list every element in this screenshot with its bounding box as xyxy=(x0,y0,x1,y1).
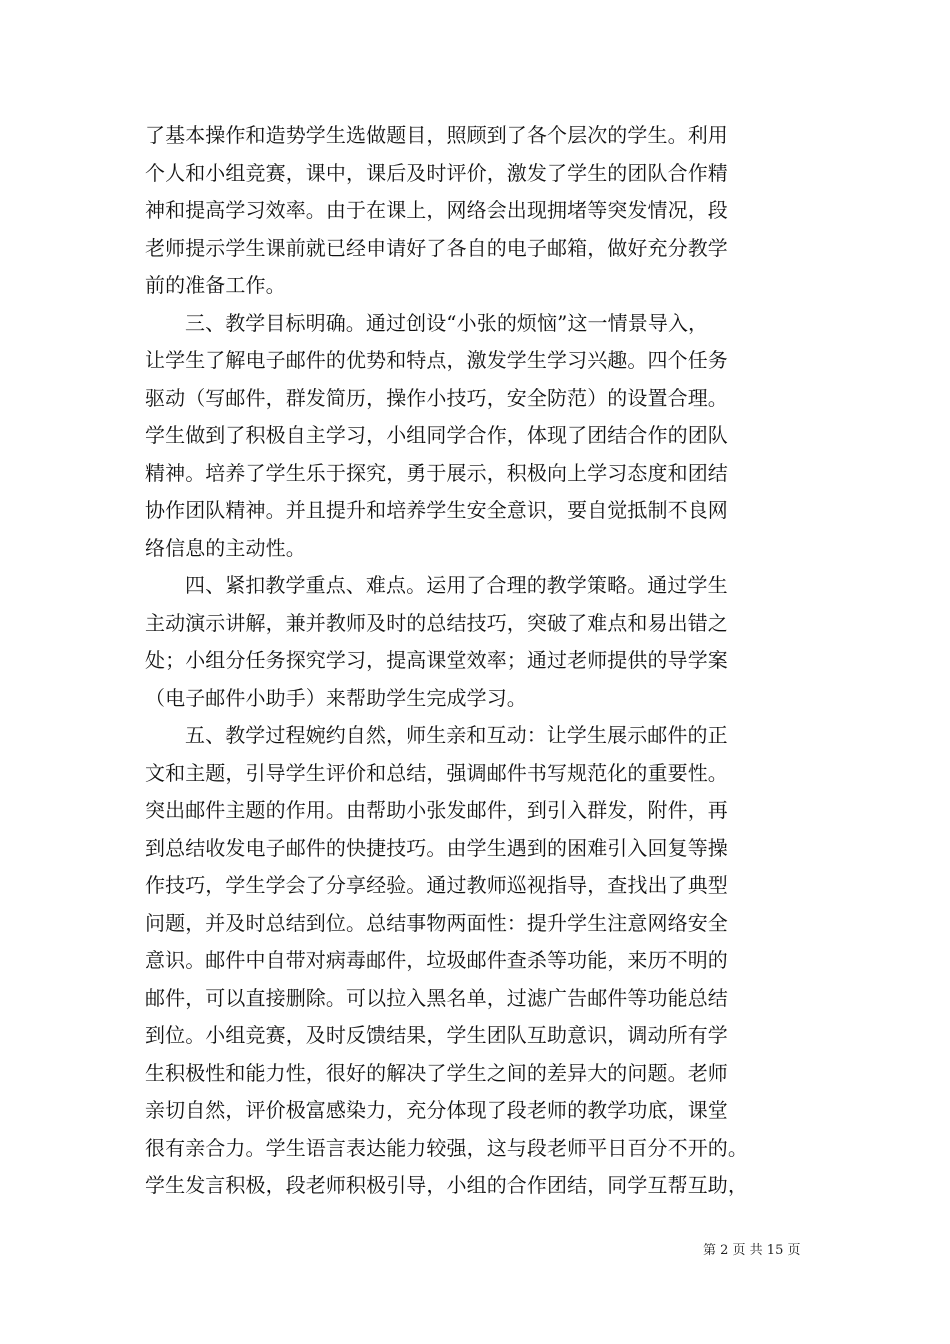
text-line: 学生做到了积极自主学习，小组同学合作，体现了团结合作的团队 xyxy=(145,423,728,447)
page-number: 第 2 页 共 15 页 xyxy=(703,1243,801,1258)
text-line: 学生发言积极，段老师积极引导，小组的合作团结，同学互帮互助， xyxy=(145,1173,748,1197)
text-line: 主动演示讲解，兼并教师及时的总结技巧，突破了难点和易出错之 xyxy=(145,610,728,635)
text-line: 突出邮件主题的作用。由帮助小张发邮件，到引入群发，附件，再 xyxy=(145,798,728,822)
body-text xyxy=(145,117,815,1205)
text-line: 协作团队精神。并且提升和培养学生安全意识，要自觉抵制不良网 xyxy=(145,498,728,522)
text-line: 驱动（写邮件，群发简历，操作小技巧，安全防范）的设置合理。 xyxy=(145,385,728,410)
text-line: 精神。培养了学生乐于探究，勇于展示，积极向上学习态度和团结 xyxy=(145,460,728,485)
text-line: 四、紧扣教学重点、难点。运用了合理的教学策略。通过学生 xyxy=(185,573,728,597)
text-line: 神和提高学习效率。由于在课上，网络会出现拥堵等突发情况，段 xyxy=(145,198,728,222)
text-line: 三、教学目标明确。通过创设“小张的烦恼”这一情景导入， xyxy=(185,310,709,335)
text-line: 个人和小组竞赛，课中，课后及时评价，激发了学生的团队合作精 xyxy=(145,160,728,185)
text-line: 问题，并及时总结到位。总结事物两面性：提升学生注意网络安全 xyxy=(145,910,728,935)
text-line: 生积极性和能力性，很好的解决了学生之间的差异大的问题。老师 xyxy=(145,1060,728,1085)
text-line: 前的准备工作。 xyxy=(145,273,286,297)
text-line: 了基本操作和造势学生选做题目，照顾到了各个层次的学生。利用 xyxy=(145,123,728,147)
text-line: 老师提示学生课前就已经申请好了各自的电子邮箱，做好充分教学 xyxy=(145,235,728,260)
text-line: 到总结收发电子邮件的快捷技巧。由学生遇到的困难引入回复等操 xyxy=(145,835,728,860)
text-line: 意识。邮件中自带对病毒邮件，垃圾邮件查杀等功能，来历不明的 xyxy=(145,948,728,972)
text-line: 作技巧，学生学会了分享经验。通过教师巡视指导，查找出了典型 xyxy=(145,873,728,897)
text-line: 邮件，可以直接删除。可以拉入黑名单，过滤广告邮件等功能总结 xyxy=(145,985,728,1010)
text-line: 亲切自然，评价极富感染力，充分体现了段老师的教学功底，课堂 xyxy=(145,1098,728,1122)
text-line: 处；小组分任务探究学习，提高课堂效率；通过老师提供的导学案 xyxy=(145,648,728,672)
text-line: 让学生了解电子邮件的优势和特点，激发学生学习兴趣。四个任务 xyxy=(145,348,728,372)
text-line: 很有亲合力。学生语言表达能力较强，这与段老师平日百分不开的。 xyxy=(145,1135,748,1160)
text-line: 五、教学过程婉约自然，师生亲和互动：让学生展示邮件的正 xyxy=(185,723,728,747)
text-line: 文和主题，引导学生评价和总结，强调邮件书写规范化的重要性。 xyxy=(145,760,728,785)
text-line: 到位。小组竞赛，及时反馈结果，学生团队互助意识，调动所有学 xyxy=(145,1023,728,1047)
text-line: （电子邮件小助手）来帮助学生完成学习。 xyxy=(145,685,527,710)
text-line: 络信息的主动性。 xyxy=(145,535,306,560)
